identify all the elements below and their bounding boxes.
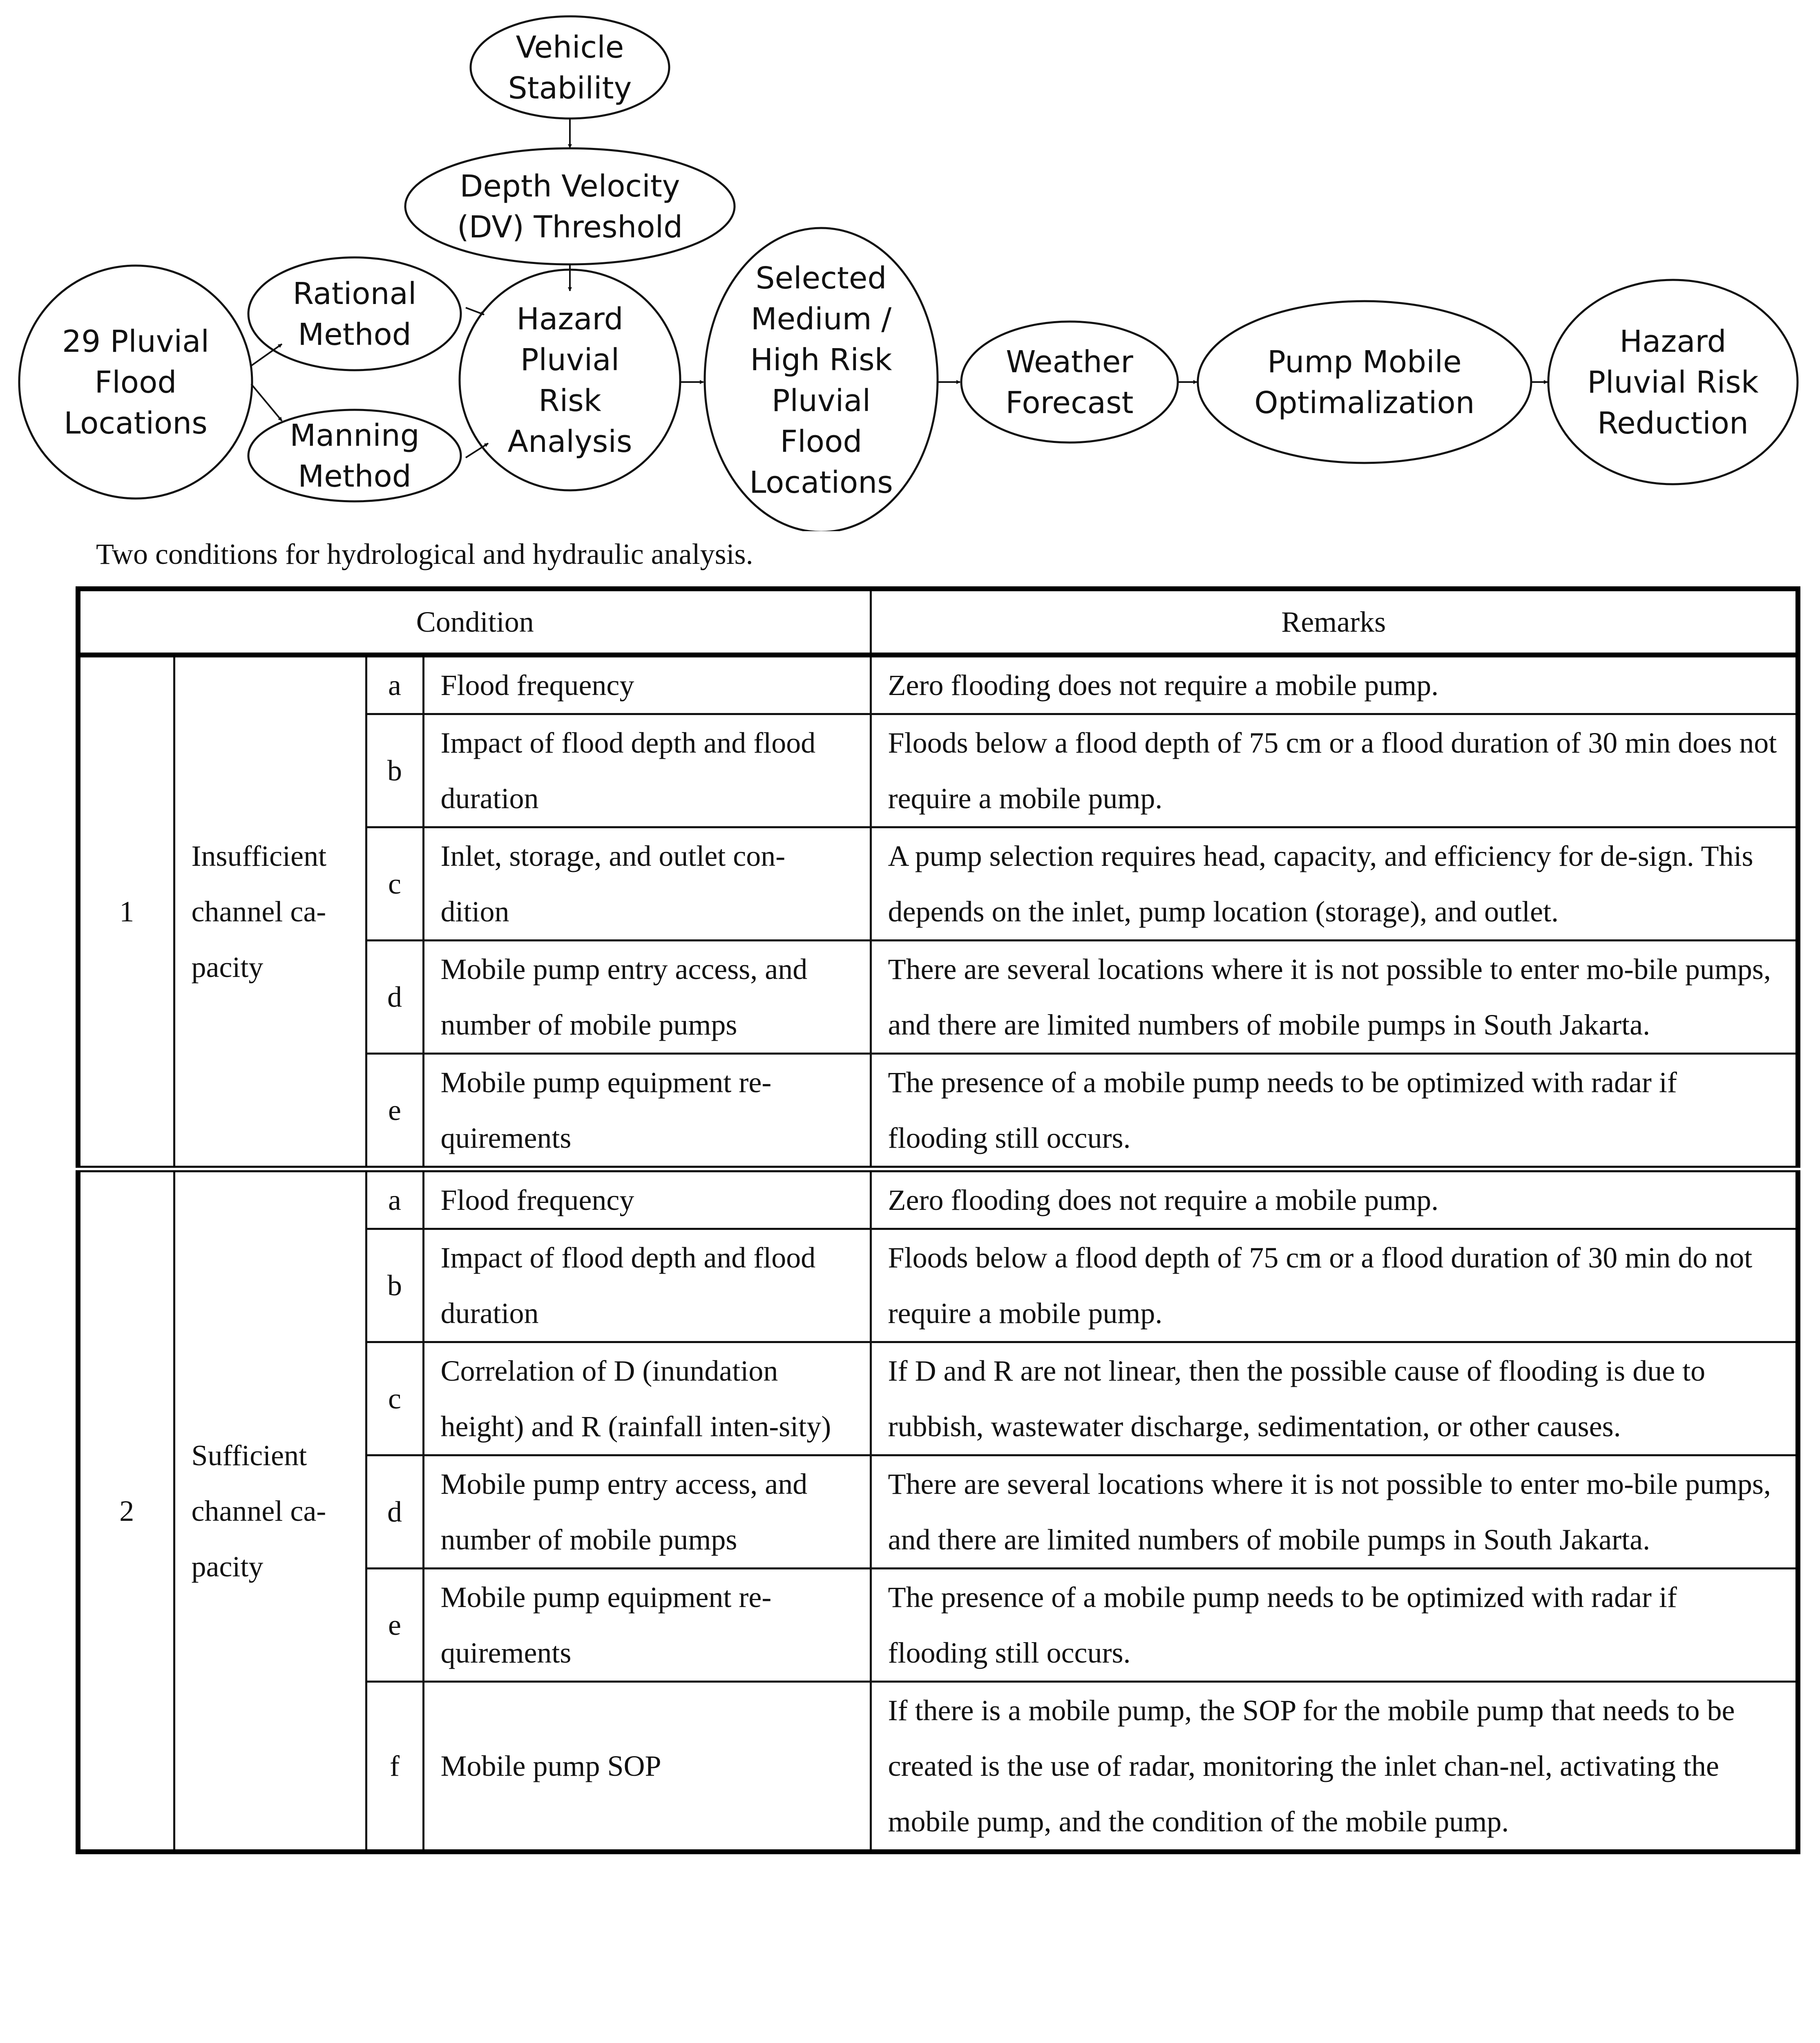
node-selected-label: Locations — [749, 465, 893, 500]
row-condition: Flood frequency — [423, 1169, 871, 1229]
row-remarks: If there is a mobile pump, the SOP for the mobile pump that needs to be created is the use of radar, monitoring the inlet chan-nel, activating the mobile pump, and the condition of the mobile pump. — [871, 1682, 1798, 1852]
node-locations-label: Flood — [94, 365, 177, 400]
row-letter: d — [366, 1455, 423, 1569]
table-row — [78, 1169, 1798, 1229]
node-pump — [1198, 301, 1531, 463]
node-dv-label: Depth Velocity — [460, 169, 680, 204]
row-letter: b — [366, 1229, 423, 1342]
node-locations-label: Locations — [64, 406, 208, 441]
header-remarks: Remarks — [871, 589, 1798, 655]
row-condition: Inlet, storage, and outlet con-dition — [423, 827, 871, 941]
group-number: 1 — [78, 655, 174, 1169]
node-rational-label: Method — [298, 317, 411, 352]
node-selected-label: Flood — [780, 424, 862, 459]
table-row — [78, 655, 1798, 714]
node-reduction-label: Reduction — [1597, 406, 1749, 441]
flowchart — [0, 0, 1820, 531]
node-selected-label: Pluvial — [771, 383, 871, 418]
node-hazard-label: Pluvial — [520, 342, 620, 378]
row-condition: Correlation of D (inundation height) and R (rainfall inten-sity) — [423, 1342, 871, 1455]
row-letter: e — [366, 1054, 423, 1169]
node-pump-label: Pump Mobile — [1267, 344, 1462, 380]
node-hazard-label: Analysis — [507, 424, 632, 459]
row-letter: d — [366, 941, 423, 1054]
row-letter: e — [366, 1569, 423, 1682]
row-letter: a — [366, 655, 423, 714]
node-hazard-label: Hazard — [516, 302, 623, 337]
group-label: Sufficient channel ca-pacity — [174, 1169, 366, 1852]
row-condition: Flood frequency — [423, 655, 871, 714]
row-letter: b — [366, 714, 423, 827]
node-dv-label: (DV) Threshold — [457, 210, 683, 245]
node-selected-label: Medium / — [750, 302, 892, 337]
node-rational-label: Rational — [293, 276, 417, 311]
row-remarks: A pump selection requires head, capacity, and efficiency for de-sign. This depends on the inlet, pump location (storage), and outlet. — [871, 827, 1798, 941]
row-remarks: Floods below a flood depth of 75 cm or a flood duration of 30 min does not require a mobile pump. — [871, 714, 1798, 827]
row-remarks: Zero flooding does not require a mobile pump. — [871, 1169, 1798, 1229]
group-label: Insufficient channel ca-pacity — [174, 655, 366, 1169]
edge-rational-hazard — [466, 308, 484, 315]
node-vehicle-label: Stability — [508, 71, 632, 106]
node-manning-label: Method — [298, 459, 411, 494]
row-condition: Mobile pump equipment re-quirements — [423, 1054, 871, 1169]
row-letter: c — [366, 1342, 423, 1455]
row-condition: Mobile pump SOP — [423, 1682, 871, 1852]
node-reduction-label: Hazard — [1619, 324, 1726, 359]
node-dv — [405, 148, 735, 264]
row-condition: Mobile pump entry access, and number of mobile pumps — [423, 941, 871, 1054]
row-remarks: There are several locations where it is not possible to enter mo-bile pumps, and there are limited numbers of mobile pumps in South Jakarta. — [871, 1455, 1798, 1569]
node-selected-label: Selected — [755, 261, 887, 296]
conditions-table — [76, 586, 1800, 1854]
node-reduction-label: Pluvial Risk — [1587, 365, 1759, 400]
row-remarks: The presence of a mobile pump needs to be optimized with radar if flooding still occurs. — [871, 1569, 1798, 1682]
node-weather-label: Weather — [1006, 344, 1133, 380]
node-selected-label: High Risk — [750, 342, 892, 378]
row-condition: Impact of flood depth and flood duration — [423, 714, 871, 827]
row-remarks: There are several locations where it is not possible to enter mo-bile pumps, and there are limited numbers of mobile pumps in South Jakarta. — [871, 941, 1798, 1054]
row-remarks: Floods below a flood depth of 75 cm or a flood duration of 30 min do not require a mobile pump. — [871, 1229, 1798, 1342]
row-condition: Mobile pump entry access, and number of mobile pumps — [423, 1455, 871, 1569]
row-remarks: If D and R are not linear, then the possible cause of flooding is due to rubbish, wastewater discharge, sedimentation, or other causes. — [871, 1342, 1798, 1455]
node-locations-label: 29 Pluvial — [62, 324, 210, 359]
node-vehicle-label: Vehicle — [516, 30, 624, 65]
node-weather — [961, 322, 1178, 443]
edge-locations-manning — [251, 384, 282, 421]
row-letter: a — [366, 1169, 423, 1229]
node-manning-label: Manning — [290, 418, 420, 453]
row-remarks: The presence of a mobile pump needs to be optimized with radar if flooding still occurs. — [871, 1054, 1798, 1169]
row-letter: c — [366, 827, 423, 941]
row-condition: Impact of flood depth and flood duration — [423, 1229, 871, 1342]
table-header-row — [78, 589, 1798, 655]
node-rational — [248, 257, 461, 370]
node-hazard-label: Risk — [538, 383, 601, 418]
node-weather-label: Forecast — [1005, 385, 1134, 420]
header-condition: Condition — [78, 589, 871, 655]
row-condition: Mobile pump equipment re-quirements — [423, 1569, 871, 1682]
group-number: 2 — [78, 1169, 174, 1852]
node-pump-label: Optimalization — [1254, 385, 1475, 420]
row-remarks: Zero flooding does not require a mobile pump. — [871, 655, 1798, 714]
row-letter: f — [366, 1682, 423, 1852]
table-caption: Two conditions for hydrological and hydraulic analysis. — [96, 538, 753, 570]
edge-locations-rational — [251, 344, 282, 366]
